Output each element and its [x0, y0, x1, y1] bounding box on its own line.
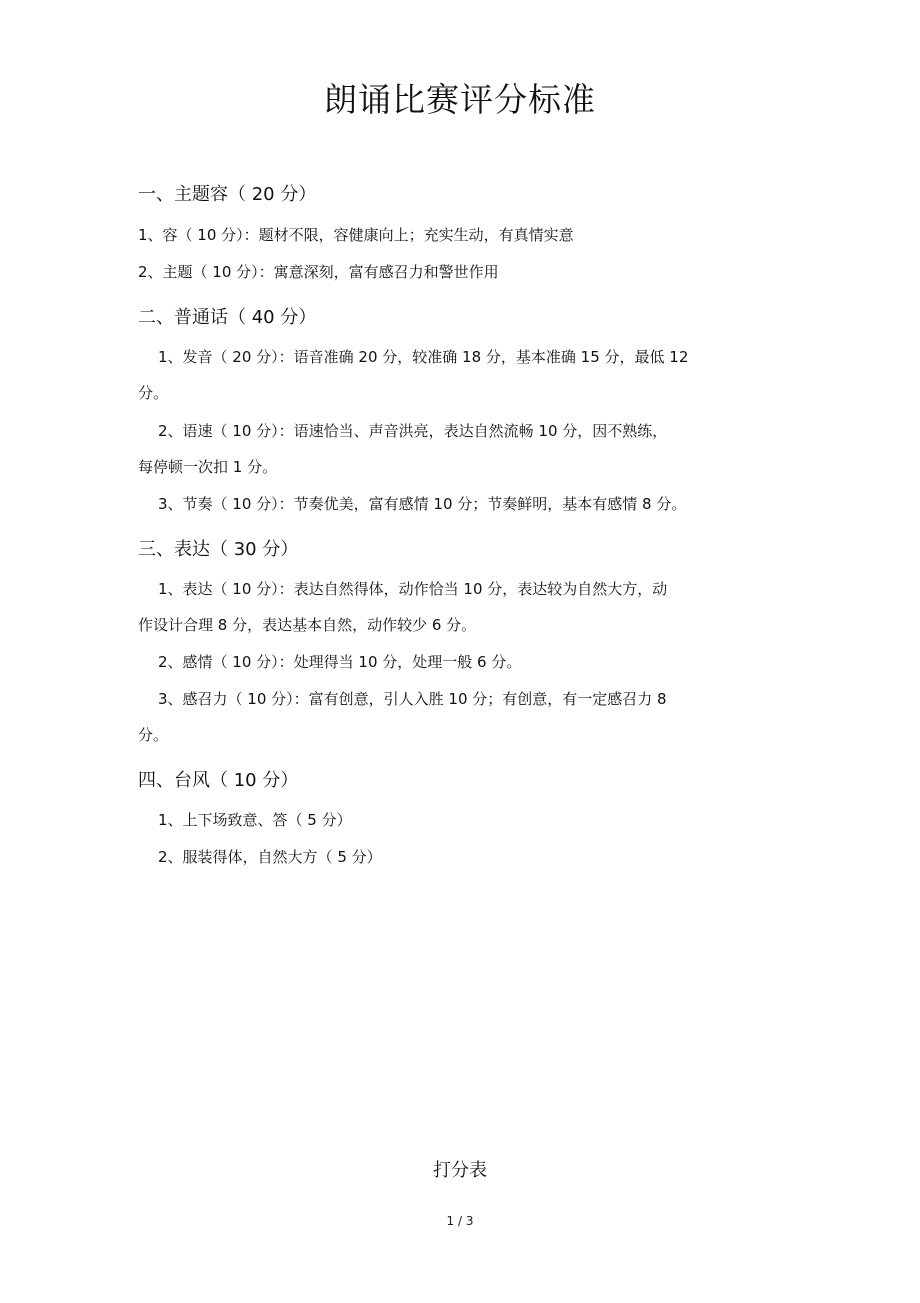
criterion-appeal: 3、感召力（ 10 分）：富有创意，引人入胜 10 分；有创意，有一定感召力 8 [158, 690, 667, 708]
criterion-speed: 2、语速（ 10 分）：语速恰当、声音洪亮，表达自然流畅 10 分，因不熟练， [158, 422, 668, 440]
criterion-pronunciation-cont: 分。 [138, 384, 169, 402]
criterion-emotion: 2、感情（ 10 分）：处理得当 10 分，处理一般 6 分。 [158, 653, 522, 671]
document-title: 朗诵比赛评分标准 [324, 80, 596, 119]
criterion-speed-cont: 每停顿一次扣 1 分。 [138, 458, 278, 476]
criterion-appeal-cont: 分。 [138, 726, 169, 744]
section-heading-theme: 一、主题容（ 20 分） [138, 184, 317, 205]
section-heading-stage-presence: 四、台风（ 10 分） [138, 770, 299, 791]
score-table-title: 打分表 [433, 1160, 487, 1181]
criterion-rhythm: 3、节奏（ 10 分）：节奏优美，富有感情 10 分；节奏鲜明，基本有感情 8 分。 [158, 495, 687, 513]
criterion-greeting: 1、上下场致意、答（ 5 分） [158, 811, 352, 829]
criterion-expression-cont: 作设计合理 8 分，表达基本自然，动作较少 6 分。 [138, 616, 477, 634]
criterion-attire: 2、服装得体，自然大方（ 5 分） [158, 848, 382, 866]
criterion-theme: 2、主题（ 10 分）：寓意深刻，富有感召力和警世作用 [138, 263, 499, 281]
criterion-pronunciation: 1、发音（ 20 分）：语音准确 20 分，较准确 18 分，基本准确 15 分，最低 12 [158, 348, 689, 366]
page-number: 1 / 3 [446, 1214, 474, 1228]
criterion-expression: 1、表达（ 10 分）：表达自然得体，动作恰当 10 分，表达较为自然大方，动 [158, 580, 668, 598]
section-heading-expression: 三、表达（ 30 分） [138, 539, 299, 560]
section-heading-mandarin: 二、普通话（ 40 分） [138, 307, 317, 328]
criterion-content: 1、容（ 10 分）：题材不限，容健康向上；充实生动，有真情实意 [138, 226, 574, 244]
